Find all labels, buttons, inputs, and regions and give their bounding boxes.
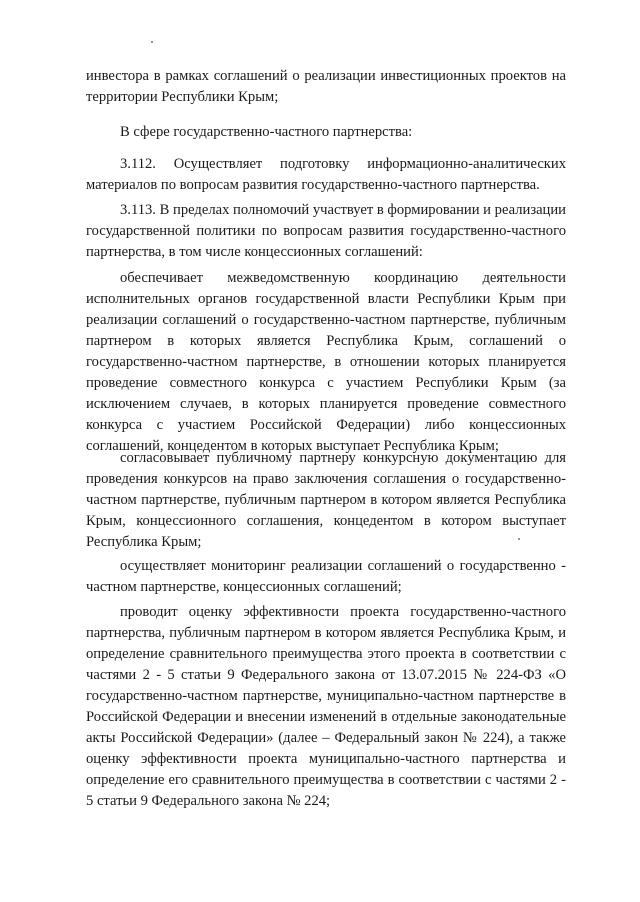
- paragraph-monitoring: осуществляет мониторинг реализации соглашений о государственно - частном партнерстве, концессионных соглашений;: [86, 558, 566, 595]
- scan-speck: [518, 538, 520, 540]
- paragraph-efficiency-assessment: проводит оценку эффективности проекта государственно-частного партнерства, публичным партнером в котором является Республика Крым, и определение сравнительного преимущества этого проекта в соответствии с частями 2 - 5 статьи 9 Федерального закона от 13.07.2015 № 224-ФЗ «О государственно-частном партнерстве, муниципально-частном партнерстве в Российской Федерации и внесении изменений в отдельные законодательные акты Российской Федерации» (далее – Федеральный закон № 224), а также оценку эффективности проекта муниципально-частного партнерства и определение его сравнительного преимущества в соответствии с частями 2 - 5 статьи 9 Федерального закона № 224;: [86, 604, 566, 809]
- paragraph-3-113: 3.113. В пределах полномочий участвует в формировании и реализации государственной политики по вопросам развития государственно-частного партнерства, в том числе концессионных соглашений:: [86, 202, 566, 260]
- scan-speck: [151, 41, 153, 43]
- paragraph-approval: согласовывает публичному партнеру конкурсную документацию для проведения конкурсов на право заключения соглашения о государственно-частном партнерстве, публичным партнером в котором является Республика Крым, концессионного соглашения, концедентом в котором выступает Республика Крым;: [86, 450, 566, 550]
- paragraph-investor-continuation: инвестора в рамках соглашений о реализации инвестиционных проектов на территории Республики Крым;: [86, 68, 566, 105]
- paragraph-ppp-heading: В сфере государственно-частного партнерства:: [120, 124, 413, 140]
- paragraph-3-112: 3.112. Осуществляет подготовку информационно-аналитических материалов по вопросам развития государственно-частного партнерства.: [86, 156, 566, 193]
- paragraph-coordination: обеспечивает межведомственную координацию деятельности исполнительных органов государственной власти Республики Крым при реализации соглашений о государственно-частном партнерстве, публичным партнером в которых является Республика Крым, соглашений о государственно-частном партнерстве, в отношении которых планируется проведение совместного конкурса с участием Республики Крым (за исключением случаев, в которых планируется проведение совместного конкурса с участием Российской Федерации) либо концессионных соглашений, концедентом в которых выступает Республика Крым;: [86, 270, 566, 454]
